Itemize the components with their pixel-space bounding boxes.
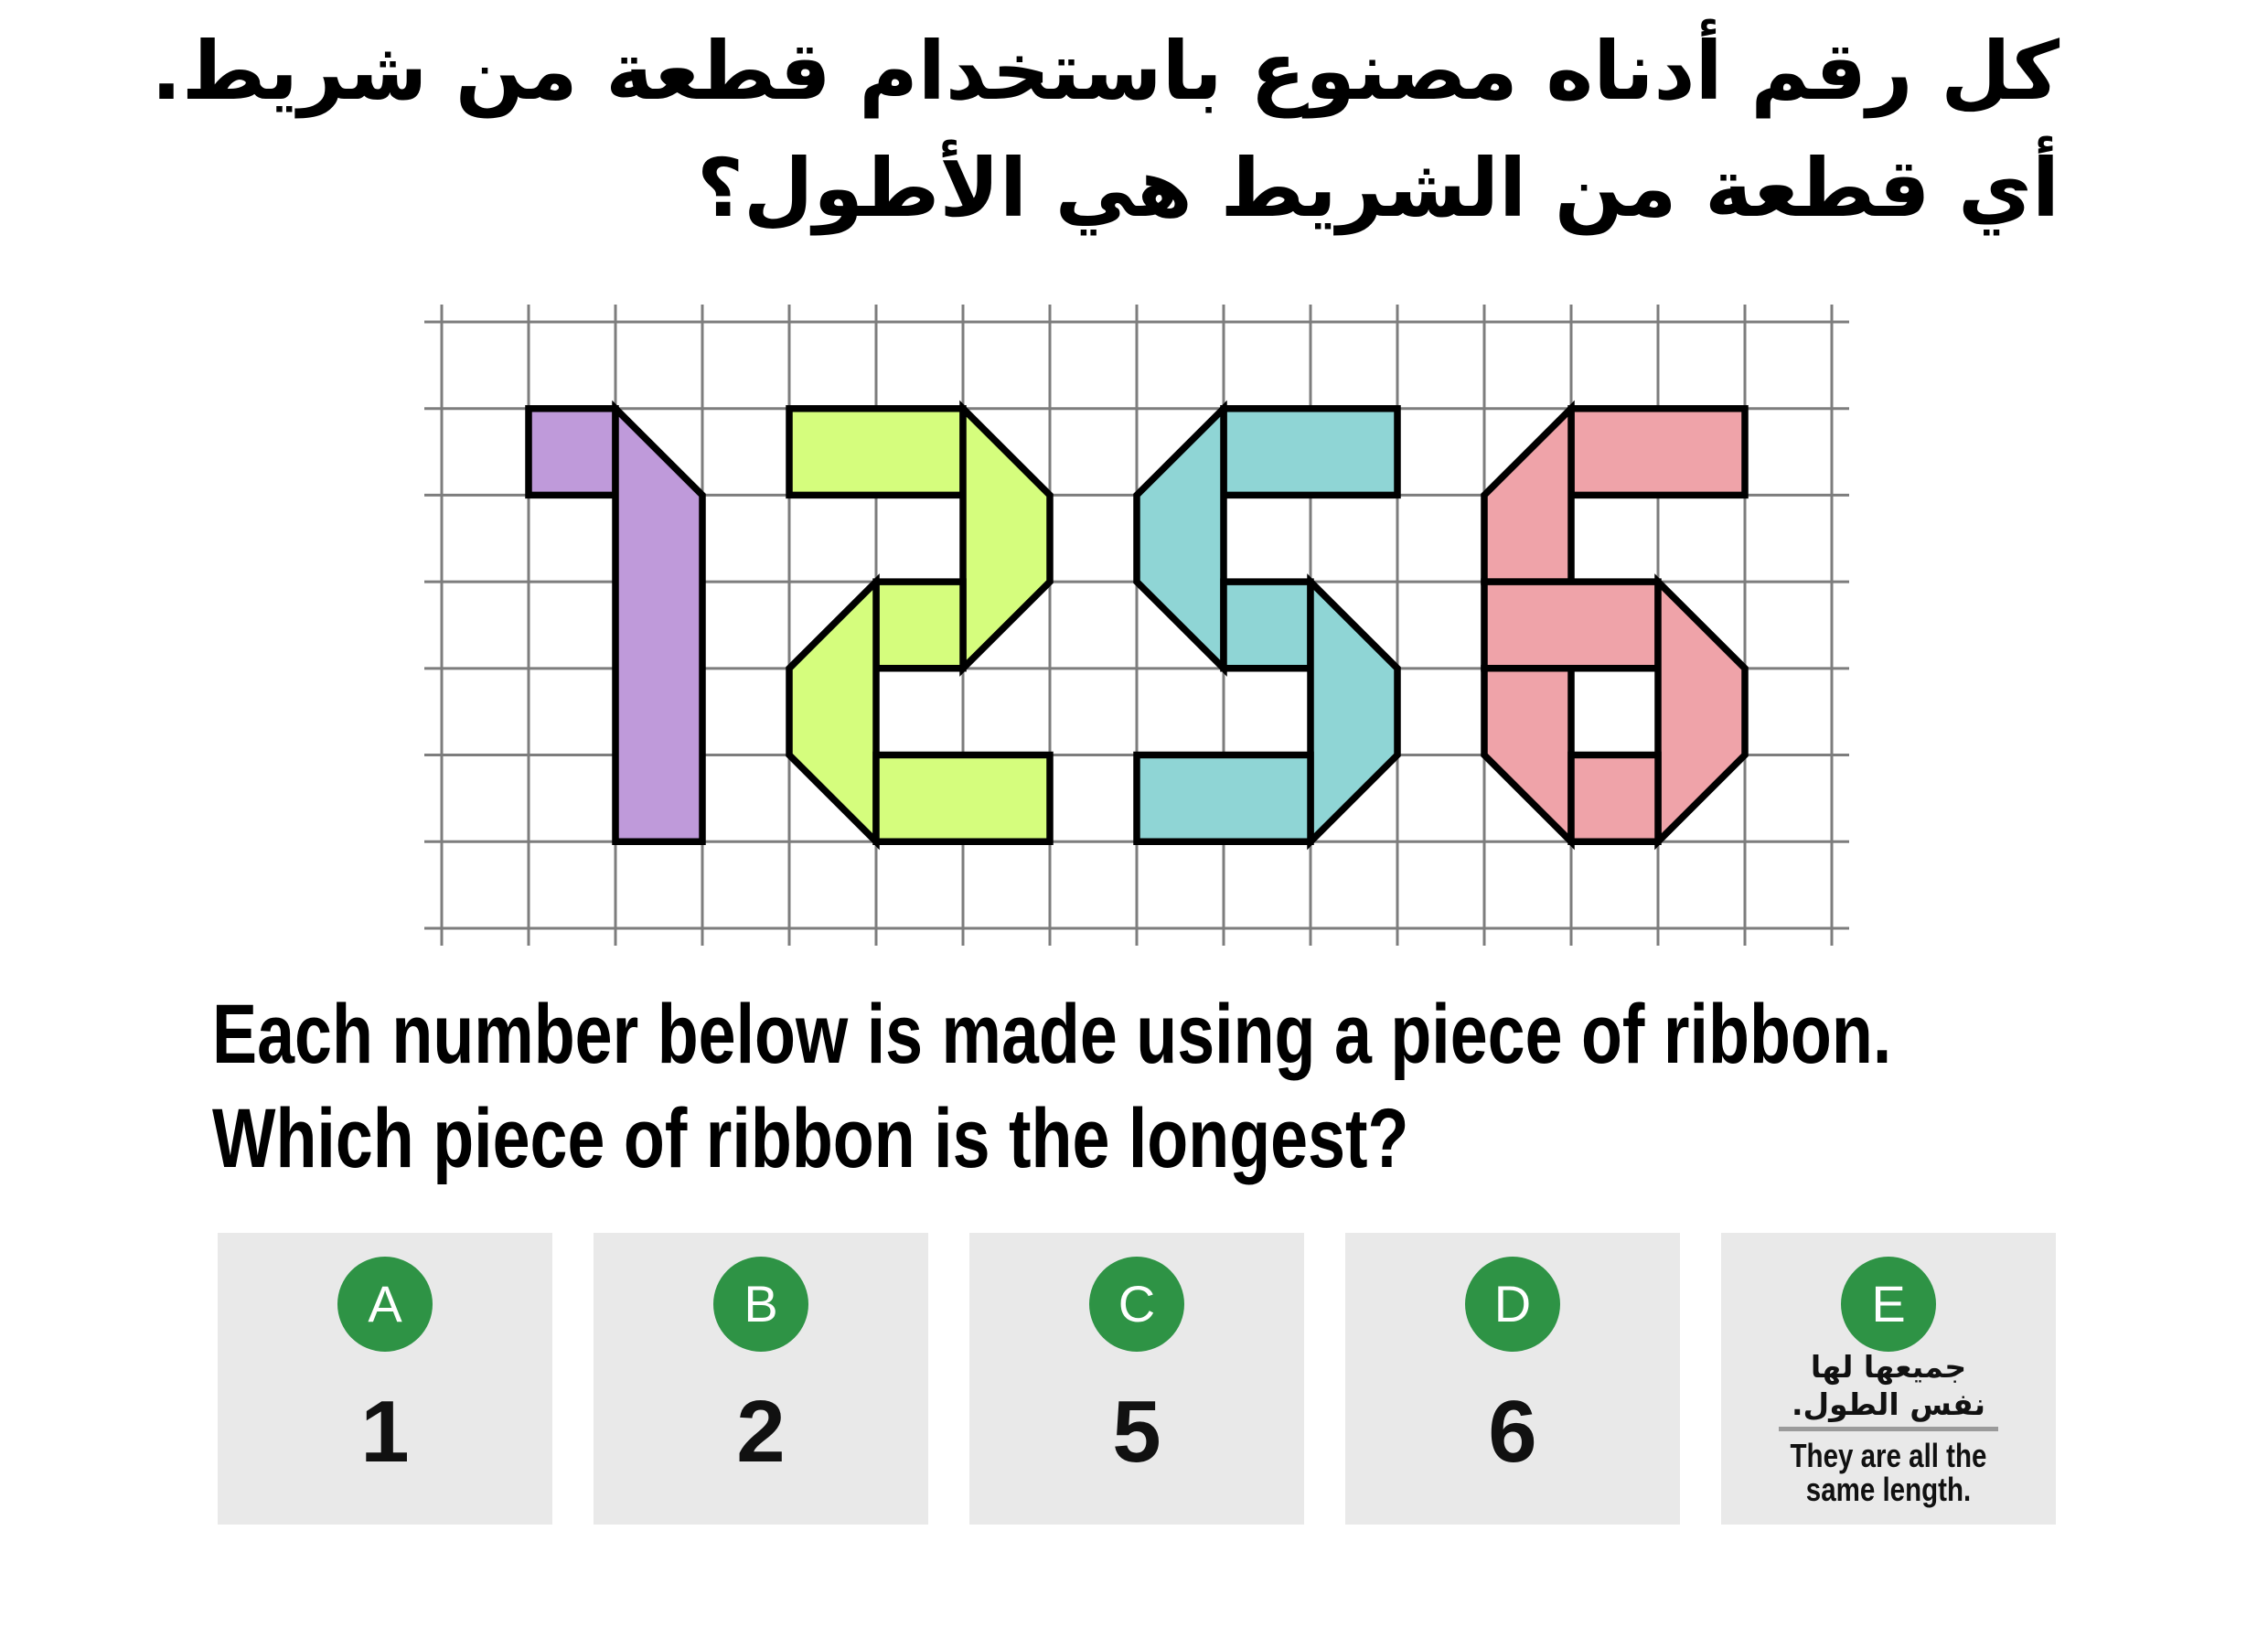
- ribbon-digit-6-segment: [1484, 409, 1571, 582]
- ribbon-digit-6-segment: [1571, 755, 1658, 842]
- ribbon-digit-2-segment: [789, 409, 963, 496]
- option-card-c[interactable]: [969, 1233, 1304, 1525]
- ribbon-digit-6-segment: [1571, 409, 1745, 496]
- option-e-english-text: They are all the same length.: [1790, 1437, 1987, 1508]
- option-letter-badge-e[interactable]: E: [1841, 1257, 1936, 1352]
- ribbon-digit-1-segment: [615, 409, 702, 842]
- option-value-a: 1: [360, 1383, 410, 1481]
- ribbon-digit-6-segment: [1484, 669, 1571, 842]
- ribbon-digit-5-segment: [1224, 409, 1397, 496]
- arabic-line-1: كل رقم أدناه مصنوع باستخدام قطعة من شريط.: [151, 24, 2059, 118]
- option-card-a[interactable]: [218, 1233, 552, 1525]
- ribbon-digit-6-segment: [1484, 582, 1658, 669]
- ribbon-digit-5-segment: [1137, 755, 1311, 842]
- ribbon-digit-2-segment: [789, 582, 876, 841]
- option-value-b: 2: [736, 1383, 786, 1481]
- ribbon-digit-1-segment: [529, 409, 615, 496]
- option-card-b[interactable]: [594, 1233, 928, 1525]
- option-e-arabic-text: جميعها لها نفس الطول.: [1792, 1349, 1985, 1422]
- ribbon-digit-2-segment: [876, 755, 1050, 842]
- option-card-e[interactable]: [1721, 1233, 2056, 1525]
- option-letter-badge-b[interactable]: B: [713, 1257, 808, 1352]
- option-letter-badge-a[interactable]: A: [337, 1257, 433, 1352]
- english-line-2: Which piece of ribbon is the longest?: [212, 1092, 1409, 1185]
- arabic-line-2: أي قطعة من الشريط هي الأطول؟: [696, 141, 2059, 235]
- ribbon-digit-5-segment: [1137, 409, 1224, 669]
- answer-options-row: [218, 1233, 2056, 1525]
- ribbon-digit-6-segment: [1658, 582, 1745, 841]
- option-letter-badge-c[interactable]: C: [1089, 1257, 1184, 1352]
- option-card-d[interactable]: [1345, 1233, 1680, 1525]
- option-letter-badge-d[interactable]: D: [1465, 1257, 1560, 1352]
- option-value-d: 6: [1488, 1383, 1537, 1481]
- ribbon-digit-2-segment: [876, 582, 963, 669]
- question-text-english: [212, 982, 2268, 1191]
- option-e-divider: [1779, 1427, 1998, 1431]
- ribbon-digit-5-segment: [1311, 582, 1397, 841]
- ribbon-digit-2-segment: [963, 409, 1050, 669]
- ribbon-digit-5-segment: [1224, 582, 1311, 669]
- option-value-c: 5: [1112, 1383, 1161, 1481]
- english-line-1: Each number below is made using a piece of ribbon.: [212, 988, 1892, 1081]
